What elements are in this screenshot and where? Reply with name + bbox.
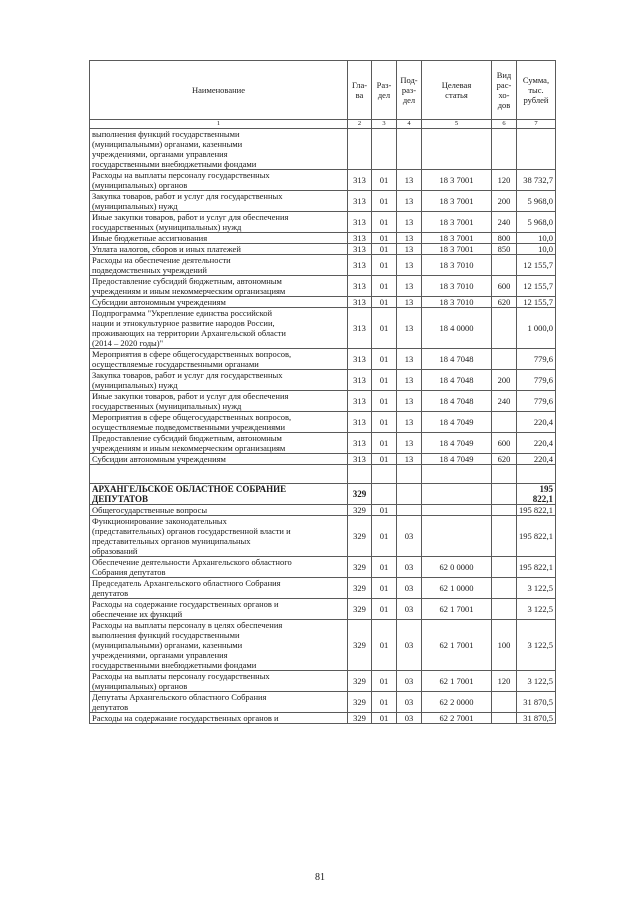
row-amount: 5 968,0 <box>517 212 556 233</box>
row-target: 18 4 7048 <box>422 391 492 412</box>
table-row <box>90 297 556 308</box>
row-section: 01 <box>372 557 397 578</box>
row-chapter: 313 <box>348 297 372 308</box>
row-chapter: 313 <box>348 433 372 454</box>
row-expense-type: 800 <box>492 233 517 244</box>
row-subsection: 03 <box>397 620 422 671</box>
row-subsection: 13 <box>397 454 422 465</box>
table-row <box>90 308 556 349</box>
header-row <box>90 61 556 120</box>
row-name: Расходы на выплаты персоналу в целях обеспечения выполнения функций государственными (муниципальными) органами, казенными учреждениями, органами управления государственными внебюджетными фондами <box>90 620 348 671</box>
row-section: 01 <box>372 308 397 349</box>
row-subsection: 13 <box>397 233 422 244</box>
row-chapter: 313 <box>348 212 372 233</box>
row-subsection: 13 <box>397 255 422 276</box>
row-name: Председатель Архангельского областного Собрания депутатов <box>90 578 348 599</box>
header-expense-type: Вид рас- хо- дов <box>492 61 517 120</box>
row-target <box>422 516 492 557</box>
table-row <box>90 170 556 191</box>
row-name: Субсидии автономным учреждениям <box>90 297 348 308</box>
row-section: 01 <box>372 578 397 599</box>
row-expense-type: 600 <box>492 433 517 454</box>
row-target: 62 2 7001 <box>422 713 492 724</box>
row-subsection: 03 <box>397 671 422 692</box>
col-number: 1 <box>90 120 348 129</box>
row-target: 18 4 7049 <box>422 433 492 454</box>
empty-cell <box>492 465 517 484</box>
row-chapter: 313 <box>348 233 372 244</box>
row-subsection: 13 <box>397 412 422 433</box>
row-section: 01 <box>372 391 397 412</box>
row-chapter: 313 <box>348 276 372 297</box>
row-expense-type <box>492 599 517 620</box>
row-name: Закупка товаров, работ и услуг для государственных (муниципальных) нужд <box>90 191 348 212</box>
table-row <box>90 433 556 454</box>
row-target: 18 3 7010 <box>422 276 492 297</box>
row-subsection <box>397 505 422 516</box>
row-name: Подпрограмма "Укрепление единства российской нации и этнокультурное развитие народов России, проживающих на территории Архангельской области (2014 – 2020 годы)" <box>90 308 348 349</box>
row-subsection <box>397 484 422 505</box>
row-name: Иные закупки товаров, работ и услуг для обеспечения государственных (муниципальных) нужд <box>90 212 348 233</box>
row-name: Субсидии автономным учреждениям <box>90 454 348 465</box>
column-number-row <box>90 120 556 129</box>
row-subsection: 03 <box>397 692 422 713</box>
row-name: Обеспечение деятельности Архангельского областного Собрания депутатов <box>90 557 348 578</box>
row-section: 01 <box>372 297 397 308</box>
row-amount: 220,4 <box>517 412 556 433</box>
budget-table-container <box>89 60 555 724</box>
row-subsection: 03 <box>397 516 422 557</box>
row-amount: 38 732,7 <box>517 170 556 191</box>
row-section: 01 <box>372 412 397 433</box>
row-chapter: 313 <box>348 255 372 276</box>
row-name: Функционирование законодательных (представительных) органов государственной власти и представительных органов муниципальных образований <box>90 516 348 557</box>
row-subsection: 13 <box>397 349 422 370</box>
table-row <box>90 671 556 692</box>
row-chapter: 313 <box>348 391 372 412</box>
row-section: 01 <box>372 599 397 620</box>
table-row <box>90 713 556 724</box>
row-amount: 195 822,1 <box>517 505 556 516</box>
row-amount: 12 155,7 <box>517 255 556 276</box>
page-number: 81 <box>315 872 325 883</box>
row-chapter: 329 <box>348 505 372 516</box>
row-name: АРХАНГЕЛЬСКОЕ ОБЛАСТНОЕ СОБРАНИЕ ДЕПУТАТОВ <box>90 484 348 505</box>
row-expense-type <box>492 129 517 170</box>
table-row <box>90 212 556 233</box>
row-target: 18 4 7048 <box>422 370 492 391</box>
col-number: 4 <box>397 120 422 129</box>
row-expense-type: 100 <box>492 620 517 671</box>
row-section: 01 <box>372 212 397 233</box>
empty-cell <box>517 465 556 484</box>
row-name: Общегосударственные вопросы <box>90 505 348 516</box>
row-amount <box>517 129 556 170</box>
row-amount: 1 000,0 <box>517 308 556 349</box>
row-name: Предоставление субсидий бюджетным, автономным учреждениям и иным некоммерческим организациям <box>90 276 348 297</box>
row-chapter: 313 <box>348 370 372 391</box>
table-row <box>90 505 556 516</box>
row-amount: 779,6 <box>517 391 556 412</box>
row-subsection: 13 <box>397 297 422 308</box>
row-section: 01 <box>372 255 397 276</box>
row-section: 01 <box>372 620 397 671</box>
row-name: Мероприятия в сфере общегосударственных вопросов, осуществляемые государственными органами <box>90 349 348 370</box>
row-section: 01 <box>372 276 397 297</box>
table-body <box>90 129 556 724</box>
row-target: 18 3 7010 <box>422 255 492 276</box>
row-expense-type: 240 <box>492 391 517 412</box>
row-subsection <box>397 129 422 170</box>
table-row <box>90 599 556 620</box>
row-expense-type: 200 <box>492 370 517 391</box>
row-amount: 5 968,0 <box>517 191 556 212</box>
row-chapter: 313 <box>348 454 372 465</box>
row-expense-type <box>492 692 517 713</box>
row-target: 18 3 7001 <box>422 212 492 233</box>
empty-cell <box>348 465 372 484</box>
row-chapter: 329 <box>348 692 372 713</box>
row-expense-type <box>492 308 517 349</box>
row-chapter: 313 <box>348 244 372 255</box>
row-target <box>422 484 492 505</box>
table-row <box>90 484 556 505</box>
row-name: Расходы на выплаты персоналу государственных (муниципальных) органов <box>90 671 348 692</box>
row-expense-type: 120 <box>492 170 517 191</box>
row-target: 62 1 0000 <box>422 578 492 599</box>
row-subsection: 13 <box>397 276 422 297</box>
row-expense-type: 240 <box>492 212 517 233</box>
row-section: 01 <box>372 516 397 557</box>
table-row <box>90 233 556 244</box>
row-section: 01 <box>372 433 397 454</box>
row-section <box>372 484 397 505</box>
row-expense-type: 200 <box>492 191 517 212</box>
row-target <box>422 129 492 170</box>
table-row <box>90 244 556 255</box>
row-name: Депутаты Архангельского областного Собрания депутатов <box>90 692 348 713</box>
row-section <box>372 129 397 170</box>
row-chapter: 329 <box>348 620 372 671</box>
empty-cell <box>397 465 422 484</box>
row-section: 01 <box>372 244 397 255</box>
row-chapter: 329 <box>348 713 372 724</box>
row-section: 01 <box>372 692 397 713</box>
row-expense-type: 620 <box>492 297 517 308</box>
col-number: 2 <box>348 120 372 129</box>
row-chapter: 313 <box>348 412 372 433</box>
row-expense-type: 600 <box>492 276 517 297</box>
row-name: Расходы на содержание государственных органов и обеспечение их функций <box>90 599 348 620</box>
row-name: Расходы на содержание государственных органов и <box>90 713 348 724</box>
row-section: 01 <box>372 713 397 724</box>
row-amount: 195 822,1 <box>517 516 556 557</box>
row-target: 18 4 0000 <box>422 308 492 349</box>
col-number: 5 <box>422 120 492 129</box>
row-amount: 31 870,5 <box>517 713 556 724</box>
table-row <box>90 255 556 276</box>
row-expense-type <box>492 557 517 578</box>
row-amount: 779,6 <box>517 370 556 391</box>
row-name: Расходы на обеспечение деятельности подведомственных учреждений <box>90 255 348 276</box>
row-amount: 195 822,1 <box>517 484 556 505</box>
row-target: 62 1 7001 <box>422 671 492 692</box>
table-row <box>90 129 556 170</box>
row-expense-type <box>492 516 517 557</box>
row-subsection: 03 <box>397 578 422 599</box>
budget-table <box>89 60 556 724</box>
row-amount: 12 155,7 <box>517 276 556 297</box>
row-amount: 12 155,7 <box>517 297 556 308</box>
row-subsection: 13 <box>397 170 422 191</box>
row-target: 18 4 7049 <box>422 454 492 465</box>
table-row <box>90 370 556 391</box>
header-section: Раз- дел <box>372 61 397 120</box>
row-amount: 195 822,1 <box>517 557 556 578</box>
row-target: 62 1 7001 <box>422 599 492 620</box>
row-subsection: 13 <box>397 212 422 233</box>
row-target: 18 3 7010 <box>422 297 492 308</box>
table-row <box>90 465 556 484</box>
header-target: Целевая статья <box>422 61 492 120</box>
row-subsection: 03 <box>397 557 422 578</box>
table-row <box>90 276 556 297</box>
row-expense-type <box>492 412 517 433</box>
row-name: Расходы на выплаты персоналу государственных (муниципальных) органов <box>90 170 348 191</box>
table-row <box>90 412 556 433</box>
row-chapter <box>348 129 372 170</box>
row-chapter: 313 <box>348 349 372 370</box>
col-number: 3 <box>372 120 397 129</box>
row-subsection: 13 <box>397 191 422 212</box>
row-chapter: 329 <box>348 557 372 578</box>
row-name: Мероприятия в сфере общегосударственных вопросов, осуществляемые подведомственными учреждениями <box>90 412 348 433</box>
row-section: 01 <box>372 170 397 191</box>
row-name: Иные бюджетные ассигнования <box>90 233 348 244</box>
row-target: 18 3 7001 <box>422 170 492 191</box>
table-row <box>90 620 556 671</box>
row-subsection: 13 <box>397 244 422 255</box>
row-expense-type: 620 <box>492 454 517 465</box>
row-amount: 3 122,5 <box>517 599 556 620</box>
table-row <box>90 191 556 212</box>
row-expense-type <box>492 484 517 505</box>
row-amount: 10,0 <box>517 244 556 255</box>
row-amount: 220,4 <box>517 433 556 454</box>
row-chapter: 329 <box>348 484 372 505</box>
row-chapter: 329 <box>348 671 372 692</box>
row-target: 62 0 0000 <box>422 557 492 578</box>
row-section: 01 <box>372 191 397 212</box>
row-name: Уплата налогов, сборов и иных платежей <box>90 244 348 255</box>
row-target: 18 3 7001 <box>422 233 492 244</box>
empty-cell <box>422 465 492 484</box>
row-section: 01 <box>372 233 397 244</box>
row-amount: 10,0 <box>517 233 556 244</box>
row-name: Предоставление субсидий бюджетным, автономным учреждениям и иным некоммерческим организациям <box>90 433 348 454</box>
row-subsection: 13 <box>397 433 422 454</box>
empty-cell <box>90 465 348 484</box>
row-amount: 3 122,5 <box>517 578 556 599</box>
table-row <box>90 516 556 557</box>
row-chapter: 329 <box>348 599 372 620</box>
table-row <box>90 578 556 599</box>
row-section: 01 <box>372 454 397 465</box>
row-amount: 220,4 <box>517 454 556 465</box>
row-subsection: 13 <box>397 370 422 391</box>
row-section: 01 <box>372 671 397 692</box>
header-chapter: Гла- ва <box>348 61 372 120</box>
table-row <box>90 349 556 370</box>
row-expense-type <box>492 505 517 516</box>
row-subsection: 03 <box>397 713 422 724</box>
row-name: выполнения функций государственными (муниципальными) органами, казенными учреждениями, органами управления государственными внебюджетными фондами <box>90 129 348 170</box>
row-section: 01 <box>372 349 397 370</box>
row-amount: 779,6 <box>517 349 556 370</box>
row-target: 62 1 7001 <box>422 620 492 671</box>
row-target: 18 4 7048 <box>422 349 492 370</box>
row-expense-type <box>492 713 517 724</box>
header-amount: Сумма, тыс. рублей <box>517 61 556 120</box>
row-chapter: 313 <box>348 170 372 191</box>
col-number: 6 <box>492 120 517 129</box>
row-target: 62 2 0000 <box>422 692 492 713</box>
row-chapter: 313 <box>348 308 372 349</box>
row-expense-type: 850 <box>492 244 517 255</box>
row-name: Иные закупки товаров, работ и услуг для обеспечения государственных (муниципальных) нужд <box>90 391 348 412</box>
row-target <box>422 505 492 516</box>
row-amount: 3 122,5 <box>517 671 556 692</box>
header-name: Наименование <box>90 61 348 120</box>
row-chapter: 329 <box>348 578 372 599</box>
row-expense-type <box>492 255 517 276</box>
table-row <box>90 391 556 412</box>
row-amount: 31 870,5 <box>517 692 556 713</box>
row-expense-type: 120 <box>492 671 517 692</box>
row-expense-type <box>492 349 517 370</box>
table-row <box>90 454 556 465</box>
header-subsection: Под- раз- дел <box>397 61 422 120</box>
row-section: 01 <box>372 505 397 516</box>
row-subsection: 13 <box>397 308 422 349</box>
row-subsection: 13 <box>397 391 422 412</box>
row-target: 18 3 7001 <box>422 244 492 255</box>
row-target: 18 3 7001 <box>422 191 492 212</box>
row-subsection: 03 <box>397 599 422 620</box>
table-row <box>90 692 556 713</box>
col-number: 7 <box>517 120 556 129</box>
empty-cell <box>372 465 397 484</box>
row-section: 01 <box>372 370 397 391</box>
row-amount: 3 122,5 <box>517 620 556 671</box>
table-row <box>90 557 556 578</box>
row-chapter: 313 <box>348 191 372 212</box>
row-chapter: 329 <box>348 516 372 557</box>
row-name: Закупка товаров, работ и услуг для государственных (муниципальных) нужд <box>90 370 348 391</box>
row-expense-type <box>492 578 517 599</box>
row-target: 18 4 7049 <box>422 412 492 433</box>
